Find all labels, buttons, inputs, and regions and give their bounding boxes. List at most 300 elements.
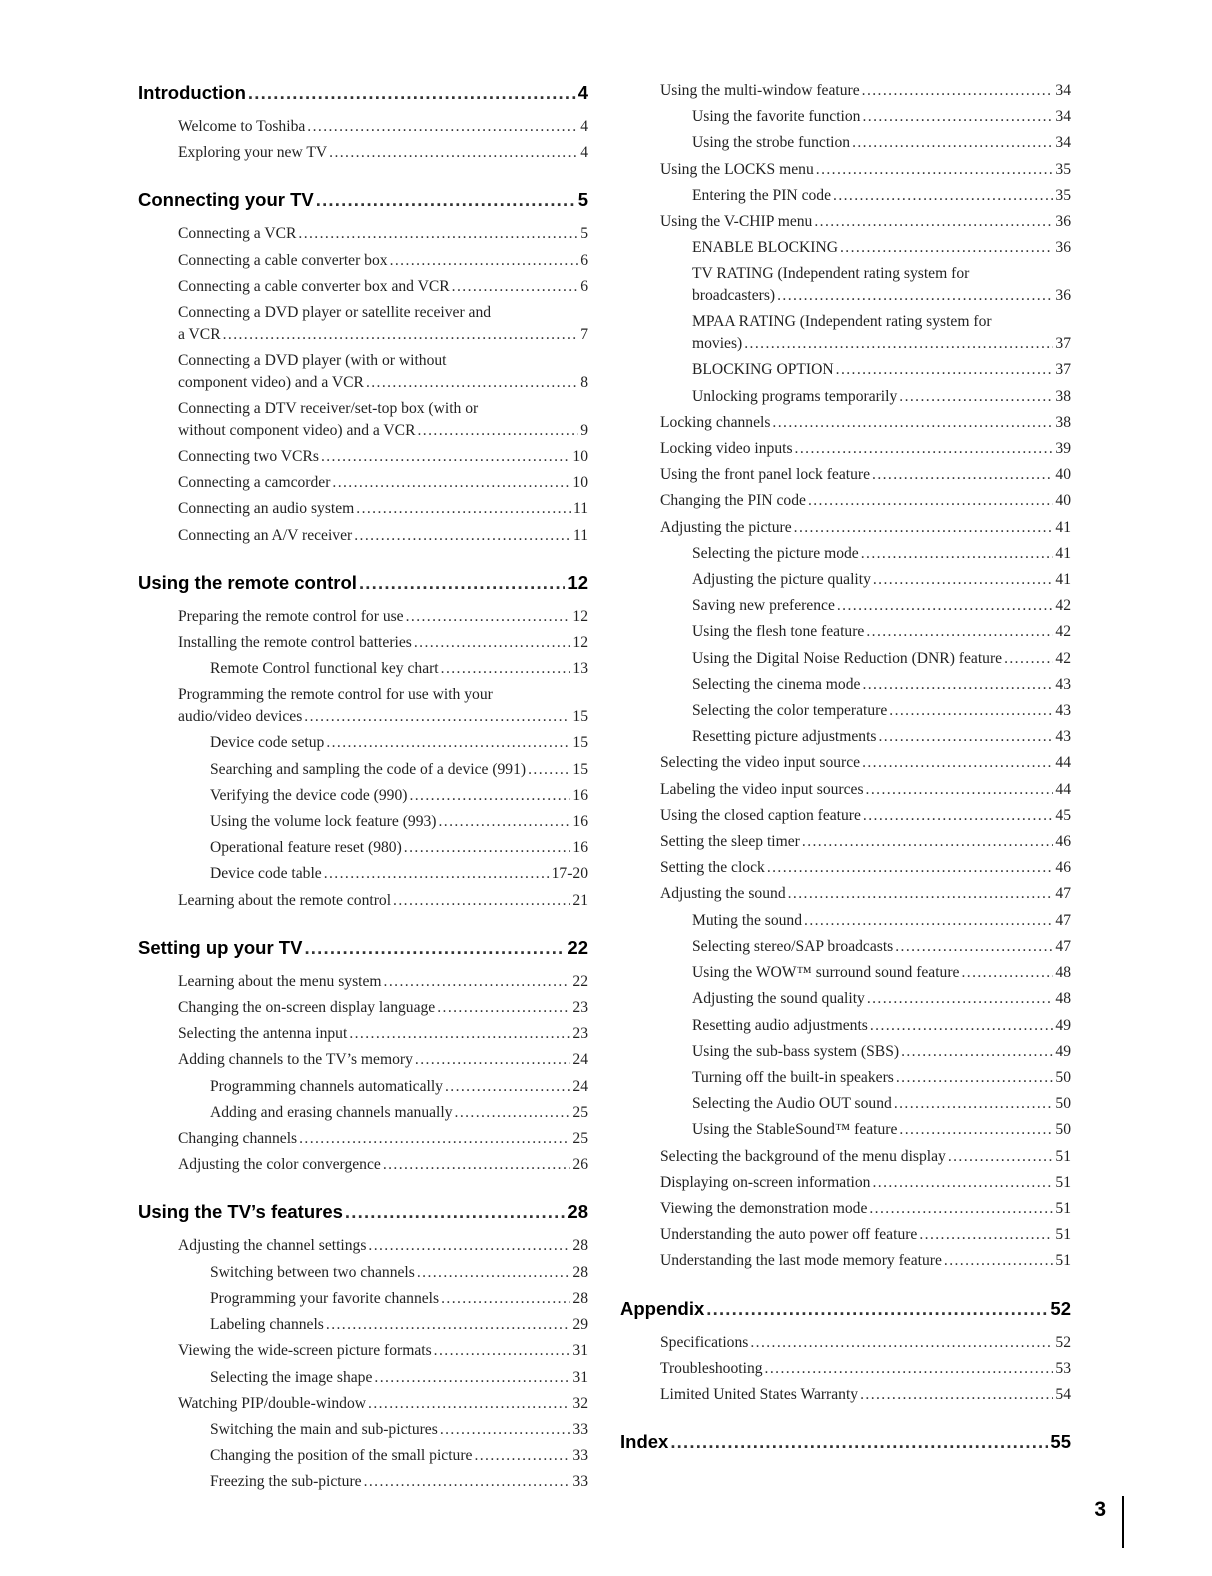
toc-entry[interactable] xyxy=(620,515,1071,541)
toc-entry-title: Connecting a cable converter box xyxy=(178,251,388,269)
toc-entry[interactable] xyxy=(620,750,1071,776)
toc-entry-title: TV RATING (Independent rating system for xyxy=(692,265,970,283)
toc-entry-page: 49 xyxy=(1055,1042,1071,1060)
toc-entry-title: Programming your favorite channels xyxy=(210,1289,440,1307)
toc-entry[interactable] xyxy=(620,646,1071,672)
toc-dot-leader xyxy=(837,593,1054,619)
toc-dot-leader xyxy=(374,1365,570,1391)
toc-dot-leader xyxy=(307,114,578,140)
toc-entry[interactable] xyxy=(620,698,1071,724)
toc-section-title: Index xyxy=(620,1431,669,1453)
toc-section-heading[interactable] xyxy=(620,1427,1071,1457)
toc-entry-title: Changing channels xyxy=(178,1130,298,1148)
toc-entry-page: 51 xyxy=(1055,1147,1071,1165)
toc-dot-leader xyxy=(788,881,1054,907)
toc-entry-title: Adjusting the channel settings xyxy=(178,1237,367,1255)
toc-entry[interactable] xyxy=(620,960,1071,986)
toc-entry-page: 28 xyxy=(572,1237,588,1255)
toc-entry-page: 40 xyxy=(1055,492,1071,510)
toc-entry[interactable] xyxy=(620,104,1071,130)
toc-entry[interactable] xyxy=(620,672,1071,698)
toc-entry[interactable] xyxy=(620,130,1071,156)
toc-entry-page: 44 xyxy=(1055,754,1071,772)
toc-entry[interactable] xyxy=(138,783,588,809)
toc-entry-page: 47 xyxy=(1055,937,1071,955)
toc-dot-leader xyxy=(437,995,570,1021)
toc-entry[interactable] xyxy=(138,604,588,630)
toc-entry-title: Switching the main and sub-pictures xyxy=(210,1420,438,1438)
toc-entry-title: Watching PIP/double-window xyxy=(178,1394,367,1412)
toc-dot-leader xyxy=(390,248,579,274)
toc-dot-leader xyxy=(298,221,578,247)
toc-entry[interactable] xyxy=(138,1338,588,1364)
toc-entry-page: 43 xyxy=(1055,702,1071,720)
toc-dot-leader xyxy=(866,619,1053,645)
toc-entry-page: 25 xyxy=(572,1103,588,1121)
toc-entry[interactable] xyxy=(620,1091,1071,1117)
toc-entry[interactable] xyxy=(138,809,588,835)
toc-entry-title: Connecting two VCRs xyxy=(178,448,319,466)
toc-entry-title: Using the strobe function xyxy=(692,134,851,152)
toc-entry-title: Learning about the menu system xyxy=(178,972,382,990)
toc-entry[interactable] xyxy=(138,1312,588,1338)
toc-dot-leader xyxy=(299,1126,570,1152)
toc-dot-leader xyxy=(326,1312,571,1338)
toc-entry-title-continued: a VCR xyxy=(178,326,221,344)
toc-entry[interactable] xyxy=(620,436,1071,462)
toc-entry-page: 51 xyxy=(1055,1252,1071,1270)
toc-entry[interactable] xyxy=(138,470,588,496)
toc-entry-page: 48 xyxy=(1055,964,1071,982)
toc-dot-leader xyxy=(870,1013,1054,1039)
toc-dot-leader xyxy=(836,357,1054,383)
toc-entry-page: 46 xyxy=(1055,859,1071,877)
toc-entry-title: Connecting a DTV receiver/set-top box (with or xyxy=(178,400,479,418)
toc-entry-page: 23 xyxy=(572,1025,588,1043)
toc-entry[interactable] xyxy=(138,396,588,444)
toc-entry-page: 31 xyxy=(572,1368,588,1386)
toc-entry[interactable] xyxy=(620,235,1071,261)
toc-dot-leader xyxy=(438,809,570,835)
toc-dot-leader xyxy=(364,1469,571,1495)
toc-entry-page: 42 xyxy=(1055,597,1071,615)
toc-section-title: Connecting your TV xyxy=(138,189,314,211)
toc-entry-page: 46 xyxy=(1055,833,1071,851)
toc-dot-leader xyxy=(528,757,570,783)
toc-entry[interactable] xyxy=(620,488,1071,514)
toc-entry-page: 7 xyxy=(580,326,588,344)
toc-section-page: 52 xyxy=(1050,1297,1071,1319)
toc-dot-leader xyxy=(384,969,571,995)
toc-entry[interactable] xyxy=(138,1100,588,1126)
toc-dot-leader xyxy=(744,333,1053,355)
toc-entry-page: 16 xyxy=(572,786,588,804)
toc-dot-leader xyxy=(772,410,1053,436)
toc-entry-title: Resetting audio adjustments xyxy=(692,1016,868,1034)
toc-entry-title: Changing the PIN code xyxy=(660,492,806,510)
toc-entry-page: 34 xyxy=(1055,134,1071,152)
toc-entry-continuation xyxy=(178,372,588,394)
toc-entry-title: Selecting the Audio OUT sound xyxy=(692,1095,892,1113)
toc-dot-leader xyxy=(896,1065,1054,1091)
toc-section-heading[interactable] xyxy=(138,568,588,598)
toc-entry[interactable] xyxy=(620,724,1071,750)
toc-entry-title: Device code table xyxy=(210,865,322,883)
toc-entry-page: 53 xyxy=(1055,1359,1071,1377)
toc-entry[interactable] xyxy=(138,114,588,140)
toc-entry-page: 12 xyxy=(572,607,588,625)
toc-entry-page: 54 xyxy=(1055,1385,1071,1403)
toc-dot-leader xyxy=(414,630,571,656)
toc-section-heading[interactable] xyxy=(138,1197,588,1227)
toc-entry-page: 17-20 xyxy=(551,865,588,883)
toc-entry-title: Understanding the last mode memory feature xyxy=(660,1252,942,1270)
toc-entry-page: 24 xyxy=(572,1051,588,1069)
toc-entry[interactable] xyxy=(620,384,1071,410)
toc-entry[interactable] xyxy=(620,567,1071,593)
toc-dot-leader xyxy=(383,1152,571,1178)
toc-dot-leader xyxy=(816,157,1054,183)
toc-entry-page: 39 xyxy=(1055,440,1071,458)
toc-entry-page: 50 xyxy=(1055,1095,1071,1113)
toc-entry-continuation xyxy=(178,706,588,728)
toc-entry-title: Viewing the wide-screen picture formats xyxy=(178,1342,432,1360)
toc-entry-page: 51 xyxy=(1055,1226,1071,1244)
toc-section-heading[interactable] xyxy=(620,1294,1071,1324)
toc-entry-page: 4 xyxy=(580,118,588,135)
toc-entry-page: 35 xyxy=(1055,160,1071,178)
toc-entry-title: Freezing the sub-picture xyxy=(210,1473,362,1491)
toc-dot-leader xyxy=(852,130,1053,156)
toc-entry[interactable] xyxy=(138,1260,588,1286)
toc-dot-leader xyxy=(332,470,570,496)
toc-entry[interactable] xyxy=(620,1065,1071,1091)
toc-entry[interactable] xyxy=(138,682,588,730)
toc-dot-leader xyxy=(862,104,1053,130)
toc-entry-page: 10 xyxy=(572,474,588,492)
toc-entry-title: Remote Control functional key chart xyxy=(210,660,439,678)
toc-entry[interactable] xyxy=(620,462,1071,488)
toc-entry[interactable] xyxy=(620,986,1071,1012)
toc-entry-title: Limited United States Warranty xyxy=(660,1385,859,1403)
toc-entry[interactable] xyxy=(138,1126,588,1152)
toc-entry-title: Connecting a DVD player or satellite receiver and xyxy=(178,304,492,322)
toc-entry-page: 51 xyxy=(1055,1173,1071,1191)
toc-entry[interactable] xyxy=(138,274,588,300)
toc-entry-title: Using the volume lock feature (993) xyxy=(210,813,437,831)
toc-dot-leader xyxy=(840,235,1053,261)
toc-entry[interactable] xyxy=(138,221,588,247)
toc-entry-page: 15 xyxy=(572,708,588,726)
toc-entry-page: 23 xyxy=(572,999,588,1017)
toc-entry-title: Adjusting the sound quality xyxy=(692,990,865,1008)
toc-entry-title: Using the V-CHIP menu xyxy=(660,213,813,231)
toc-dot-leader xyxy=(802,829,1054,855)
toc-dot-leader xyxy=(404,835,571,861)
toc-entry-title: Using the closed caption feature xyxy=(660,806,861,824)
toc-entry[interactable] xyxy=(620,829,1071,855)
toc-entry[interactable] xyxy=(138,1074,588,1100)
toc-dot-leader xyxy=(329,140,578,166)
toc-dot-leader xyxy=(409,783,570,809)
toc-entry-title: Muting the sound xyxy=(692,911,803,929)
toc-entry[interactable] xyxy=(138,496,588,522)
toc-entry[interactable] xyxy=(620,183,1071,209)
toc-dot-leader xyxy=(356,496,571,522)
toc-entry[interactable] xyxy=(138,757,588,783)
toc-entry-page: 47 xyxy=(1055,885,1071,903)
toc-entry-page: 34 xyxy=(1055,108,1071,126)
toc-entry-page: 36 xyxy=(1055,287,1071,305)
toc-entry[interactable] xyxy=(138,1286,588,1312)
toc-entry-title: Specifications xyxy=(660,1333,749,1351)
toc-entry-page: 36 xyxy=(1055,213,1071,231)
toc-entry[interactable] xyxy=(138,348,588,396)
toc-dot-leader xyxy=(899,384,1053,410)
toc-entry-page: 10 xyxy=(572,448,588,466)
toc-entry[interactable] xyxy=(620,1356,1071,1382)
toc-dot-leader xyxy=(869,1196,1053,1222)
toc-entry-continuation xyxy=(178,324,588,346)
toc-entry[interactable] xyxy=(620,1170,1071,1196)
toc-entry-page: 37 xyxy=(1055,335,1071,353)
toc-section-heading[interactable] xyxy=(138,78,588,108)
toc-dot-leader xyxy=(767,855,1054,881)
toc-entry-title: Using the LOCKS menu xyxy=(660,160,814,178)
toc-entry-page: 37 xyxy=(1055,361,1071,379)
toc-entry-title: Adjusting the picture xyxy=(660,518,792,536)
toc-dot-leader xyxy=(406,604,571,630)
toc-entry-title: Changing the on-screen display language xyxy=(178,999,436,1017)
toc-entry-title: Welcome to Toshiba xyxy=(178,118,306,135)
toc-dot-leader xyxy=(418,420,579,442)
toc-entry[interactable] xyxy=(138,1152,588,1178)
toc-entry-title: Selecting the video input source xyxy=(660,754,861,772)
toc-entry[interactable] xyxy=(620,1196,1071,1222)
toc-entry[interactable] xyxy=(620,209,1071,235)
toc-dot-leader xyxy=(879,724,1054,750)
toc-entry-title: Selecting the picture mode xyxy=(692,544,859,562)
toc-entry[interactable] xyxy=(620,1117,1071,1143)
toc-entry-page: 43 xyxy=(1055,728,1071,746)
toc-entry-title: Using the Digital Noise Reduction (DNR) feature xyxy=(692,649,1003,667)
toc-dot-leader xyxy=(866,777,1054,803)
toc-dot-leader xyxy=(750,1330,1053,1356)
toc-entry[interactable] xyxy=(138,995,588,1021)
toc-dot-leader xyxy=(316,185,576,215)
toc-entry[interactable] xyxy=(620,157,1071,183)
toc-entry[interactable] xyxy=(138,1021,588,1047)
toc-entry-title: Switching between two channels xyxy=(210,1263,415,1281)
toc-entry[interactable] xyxy=(620,1013,1071,1039)
toc-dot-leader xyxy=(862,750,1053,776)
toc-entry[interactable] xyxy=(138,730,588,756)
toc-entry-page: 38 xyxy=(1055,413,1071,431)
toc-entry-title: Connecting an A/V receiver xyxy=(178,526,353,544)
toc-dot-leader xyxy=(445,1074,570,1100)
toc-entry[interactable] xyxy=(138,888,588,914)
toc-entry-page: 6 xyxy=(580,251,588,269)
toc-entry-page: 4 xyxy=(580,144,588,162)
toc-entry[interactable] xyxy=(620,855,1071,881)
toc-entry[interactable] xyxy=(138,861,588,887)
toc-entry[interactable] xyxy=(620,908,1071,934)
page-number-rule xyxy=(1122,1496,1124,1548)
toc-entry[interactable] xyxy=(138,969,588,995)
toc-entry[interactable] xyxy=(620,261,1071,309)
toc-section-title: Appendix xyxy=(620,1297,705,1319)
toc-entry-title: Searching and sampling the code of a device (991) xyxy=(210,760,527,778)
toc-dot-leader xyxy=(814,209,1053,235)
toc-dot-leader xyxy=(948,1144,1054,1170)
toc-entry[interactable] xyxy=(620,593,1071,619)
toc-entry-title-continued: without component video) and a VCR xyxy=(178,422,416,440)
toc-entry[interactable] xyxy=(620,1382,1071,1408)
toc-section-page: 12 xyxy=(567,571,588,593)
toc-entry-page: 48 xyxy=(1055,990,1071,1008)
toc-entry-title: Using the sub-bass system (SBS) xyxy=(692,1042,900,1060)
toc-entry-title: Adjusting the color convergence xyxy=(178,1156,381,1174)
toc-entry-page: 29 xyxy=(572,1316,588,1334)
toc-entry-title: Selecting the antenna input xyxy=(178,1025,348,1043)
toc-entry-page: 49 xyxy=(1055,1016,1071,1034)
toc-entry[interactable] xyxy=(620,934,1071,960)
toc-entry-page: 50 xyxy=(1055,1121,1071,1139)
toc-dot-leader xyxy=(354,523,571,549)
toc-entry[interactable] xyxy=(620,410,1071,436)
toc-entry[interactable] xyxy=(138,300,588,348)
toc-section-title: Introduction xyxy=(138,82,246,103)
toc-entry-page: 41 xyxy=(1055,571,1071,589)
toc-entry[interactable] xyxy=(620,803,1071,829)
toc-entry[interactable] xyxy=(620,1248,1071,1274)
toc-entry-page: 38 xyxy=(1055,387,1071,405)
toc-entry-page: 28 xyxy=(572,1289,588,1307)
toc-entry[interactable] xyxy=(138,444,588,470)
toc-entry[interactable] xyxy=(620,777,1071,803)
toc-dot-leader xyxy=(455,1100,571,1126)
toc-entry-title: Using the WOW™ surround sound feature xyxy=(692,964,960,982)
toc-dot-leader xyxy=(833,183,1053,209)
toc-entry-page: 28 xyxy=(572,1263,588,1281)
toc-entry[interactable] xyxy=(620,541,1071,567)
toc-entry[interactable] xyxy=(620,881,1071,907)
toc-entry[interactable] xyxy=(620,1330,1071,1356)
toc-entry[interactable] xyxy=(138,1365,588,1391)
toc-entry-title: Connecting a VCR xyxy=(178,225,297,243)
toc-section-heading[interactable] xyxy=(138,933,588,963)
toc-entry[interactable] xyxy=(620,619,1071,645)
toc-entry-title: Adjusting the sound xyxy=(660,885,786,903)
toc-dot-leader xyxy=(899,1117,1053,1143)
toc-entry[interactable] xyxy=(138,1443,588,1469)
toc-dot-leader xyxy=(670,1427,1048,1457)
toc-entry-page: 8 xyxy=(580,374,588,392)
toc-entry[interactable] xyxy=(138,656,588,682)
toc-entry-title: Installing the remote control batteries xyxy=(178,634,412,652)
toc-entry[interactable] xyxy=(620,357,1071,383)
toc-section-page: 22 xyxy=(567,936,588,958)
toc-entry[interactable] xyxy=(138,835,588,861)
toc-entry-title: Connecting an audio system xyxy=(178,500,355,518)
toc-entry-page: 33 xyxy=(572,1420,588,1438)
toc-dot-leader xyxy=(794,515,1054,541)
toc-entry-page: 41 xyxy=(1055,518,1071,536)
toc-entry[interactable] xyxy=(138,1469,588,1495)
toc-entry[interactable] xyxy=(620,1144,1071,1170)
toc-dot-leader xyxy=(944,1248,1054,1274)
toc-dot-leader xyxy=(434,1338,571,1364)
toc-dot-leader xyxy=(368,1233,570,1259)
toc-dot-leader xyxy=(863,803,1053,829)
toc-entry-title: Connecting a DVD player (with or without xyxy=(178,352,447,370)
toc-entry-page: 9 xyxy=(580,422,588,440)
toc-entry-title: Understanding the auto power off feature xyxy=(660,1226,918,1244)
toc-dot-leader xyxy=(324,861,550,887)
toc-section-heading[interactable] xyxy=(138,185,588,215)
toc-entry-page: 44 xyxy=(1055,780,1071,798)
toc-section-page: 55 xyxy=(1050,1431,1071,1453)
toc-entry[interactable] xyxy=(138,1417,588,1443)
toc-entry-title: Entering the PIN code xyxy=(692,186,832,204)
toc-dot-leader xyxy=(441,656,571,682)
toc-entry-page: 15 xyxy=(572,760,588,778)
toc-dot-leader xyxy=(895,934,1053,960)
toc-entry[interactable] xyxy=(620,1222,1071,1248)
toc-entry[interactable] xyxy=(138,248,588,274)
toc-dot-leader xyxy=(862,78,1054,104)
toc-section-page: 28 xyxy=(567,1201,588,1223)
toc-entry-title: Displaying on-screen information xyxy=(660,1173,871,1191)
toc-section-page: 5 xyxy=(577,189,588,211)
toc-entry-page: 25 xyxy=(572,1130,588,1148)
page-footer xyxy=(1080,1496,1126,1548)
toc-entry-page: 52 xyxy=(1055,1333,1071,1351)
toc-entry-title: Learning about the remote control xyxy=(178,891,392,909)
toc-entry[interactable] xyxy=(138,1391,588,1417)
toc-entry[interactable] xyxy=(138,630,588,656)
toc-entry[interactable] xyxy=(138,1233,588,1259)
toc-entry-title: Using the front panel lock feature xyxy=(660,466,871,484)
toc-entry[interactable] xyxy=(620,309,1071,357)
toc-entry-title: Exploring your new TV xyxy=(178,144,328,162)
toc-entry-page: 33 xyxy=(572,1473,588,1491)
toc-entry-title: Locking channels xyxy=(660,413,771,431)
toc-entry[interactable] xyxy=(138,1047,588,1073)
toc-dot-leader xyxy=(889,698,1053,724)
toc-entry-title: Troubleshooting xyxy=(660,1359,763,1377)
toc-entry-title-continued: movies) xyxy=(692,335,743,353)
toc-dot-leader xyxy=(919,1222,1053,1248)
toc-dot-leader xyxy=(326,730,570,756)
toc-entry-page: 16 xyxy=(572,813,588,831)
toc-entry-title: Turning off the built-in speakers xyxy=(692,1068,894,1086)
toc-entry-title: MPAA RATING (Independent rating system for xyxy=(692,313,992,331)
toc-entry-page: 16 xyxy=(572,839,588,857)
toc-entry-title: Selecting the background of the menu display xyxy=(660,1147,946,1165)
toc-entry[interactable] xyxy=(138,523,588,549)
toc-entry[interactable] xyxy=(620,1039,1071,1065)
toc-dot-leader xyxy=(440,1417,571,1443)
toc-entry-title-continued: audio/video devices xyxy=(178,708,303,726)
toc-entry-title: Saving new preference xyxy=(692,597,835,615)
toc-entry[interactable] xyxy=(620,78,1071,104)
toc-dot-leader xyxy=(867,986,1054,1012)
toc-dot-leader xyxy=(321,444,570,470)
toc-entry[interactable] xyxy=(138,140,588,166)
toc-column-right xyxy=(620,78,1071,1457)
toc-entry-title: Using the favorite function xyxy=(692,108,861,126)
